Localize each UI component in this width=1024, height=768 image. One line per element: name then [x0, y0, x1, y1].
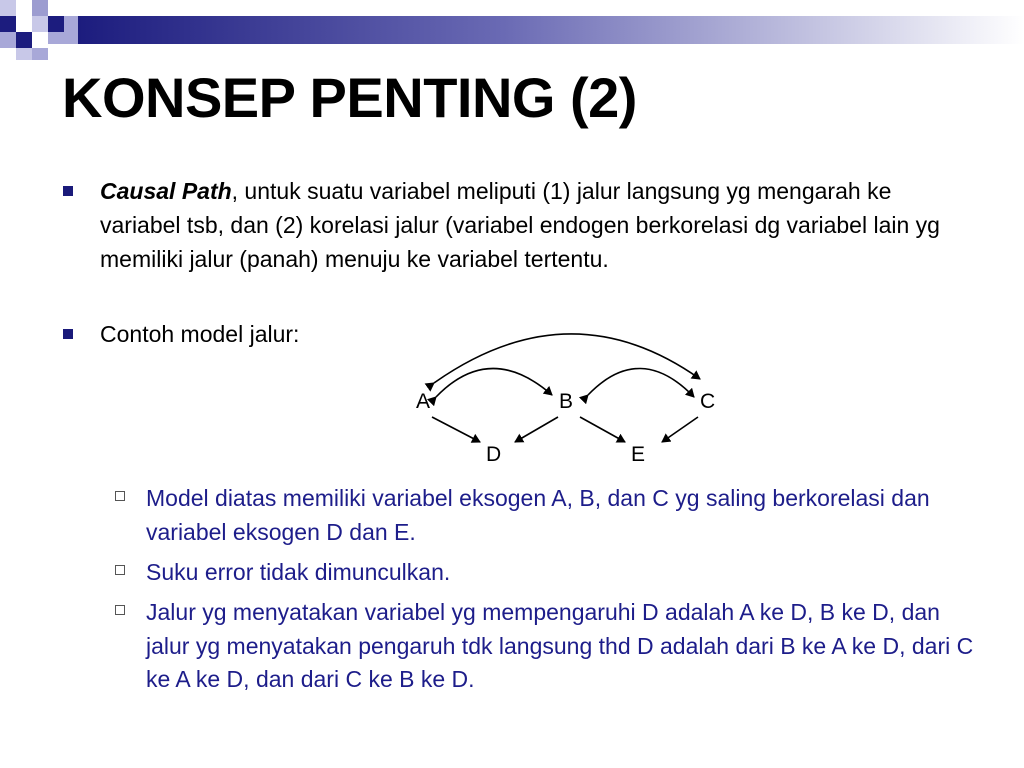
bullet-causal-path [100, 174, 970, 276]
square-bullet-icon [63, 186, 73, 196]
node-a: A [416, 390, 431, 413]
node-e: E [631, 443, 646, 466]
node-d: D [486, 443, 502, 466]
bullet-text: Contoh model jalur: [100, 321, 300, 347]
path-model-diagram [400, 325, 740, 475]
correlation-arrow-a-b [436, 368, 552, 397]
node-b: B [559, 390, 574, 413]
sub-bullet-paths-to-d [146, 596, 986, 697]
hollow-square-bullet-icon [115, 565, 125, 575]
bullet-term: Causal Path [100, 178, 232, 204]
sub-bullet-error-term [146, 556, 986, 590]
node-c: C [700, 390, 716, 413]
correlation-arrow-b-c [588, 368, 694, 397]
path-arrow-b-d [515, 417, 558, 442]
path-arrow-a-d [432, 417, 480, 442]
slide-title: KONSEP PENTING (2) [62, 66, 637, 129]
correlation-arrow-a-c [434, 334, 700, 383]
sub-bullet-text: Model diatas memiliki variabel eksogen A, B, dan C yg saling berkorelasi dan variabel eksogen D dan E. [146, 485, 930, 545]
sub-bullet-text: Jalur yg menyatakan variabel yg mempengaruhi D adalah A ke D, B ke D, dan jalur yg menyatakan pengaruh tdk langsung thd D adalah dari B ke A ke D, dari C ke A ke D, dan dari C ke B ke D. [146, 599, 974, 692]
sub-bullet-text: Suku error tidak dimunculkan. [146, 559, 451, 585]
hollow-square-bullet-icon [115, 605, 125, 615]
hollow-square-bullet-icon [115, 491, 125, 501]
path-arrow-c-e [662, 417, 698, 442]
bullet-text: , untuk suatu variabel meliputi (1) jalur langsung yg mengarah ke variabel tsb, dan (2) korelasi jalur (variabel endogen berkorelasi dg variabel lain yg memiliki jalur (panah) menuju ke variabel tertentu. [100, 178, 940, 272]
square-bullet-icon [63, 329, 73, 339]
path-arrow-b-e [580, 417, 625, 442]
sub-bullet-exogenous [146, 482, 986, 549]
slide-decoration-bar [0, 0, 1024, 60]
